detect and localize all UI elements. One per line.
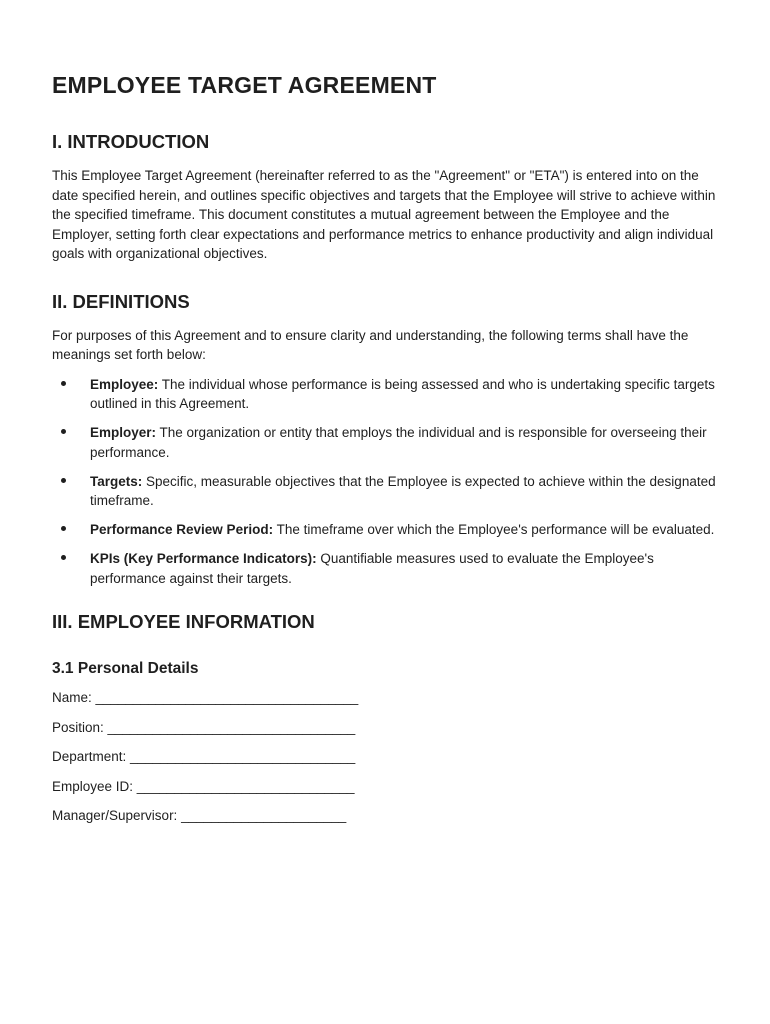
field-label: Position:	[52, 719, 108, 735]
field-blank-line[interactable]: _____________________________	[136, 778, 355, 794]
definition-term: Targets:	[90, 473, 143, 489]
personal-details-heading: 3.1 Personal Details	[52, 660, 199, 677]
definition-item-kpis	[52, 549, 720, 588]
introduction-paragraph: This Employee Target Agreement (hereinafter referred to as the "Agreement" or "ETA") is entered into on the date specified herein, and outlines specific objectives and targets that the Employee will strive to achieve within the specified timeframe. This document constitutes a mutual agreement between the Employee and the Employer, setting forth clear expectations and performance metrics to enhance productivity and align individual goals with organizational objectives.	[52, 168, 716, 261]
employee-information-heading: III. EMPLOYEE INFORMATION	[52, 611, 315, 632]
field-blank-line[interactable]: ___________________________________	[95, 690, 359, 705]
definition-item-employee	[52, 375, 720, 414]
position-field[interactable]	[52, 718, 720, 738]
bullet-icon	[61, 526, 66, 531]
employee-id-field[interactable]	[52, 777, 720, 797]
definition-term: Employee:	[90, 376, 159, 392]
introduction-heading: I. INTRODUCTION	[52, 131, 210, 152]
definition-text: The individual whose performance is being assessed and who is undertaking specific targets outlined in this Agreement.	[90, 376, 715, 411]
field-blank-line[interactable]: ______________________	[181, 808, 347, 823]
bullet-icon	[61, 555, 66, 560]
definition-text: Quantifiable measures used to evaluate the Employee's performance against their targets.	[90, 551, 654, 586]
field-label: Employee ID:	[52, 778, 137, 794]
definition-term: Performance Review Period:	[90, 522, 274, 537]
document-title: EMPLOYEE TARGET AGREEMENT	[52, 72, 437, 98]
definition-text: The timeframe over which the Employee's performance will be evaluated.	[273, 522, 715, 537]
field-blank-line[interactable]: ______________________________	[130, 749, 356, 764]
definition-item-performance-review-period	[52, 520, 720, 540]
bullet-icon	[61, 478, 66, 483]
definitions-list	[52, 375, 720, 589]
field-blank-line[interactable]: _________________________________	[107, 719, 356, 735]
definition-text: The organization or entity that employs the individual and is responsible for overseeing their performance.	[90, 425, 707, 460]
definitions-intro: For purposes of this Agreement and to ensure clarity and understanding, the following terms shall have the meanings set forth below:	[52, 327, 689, 362]
bullet-icon	[61, 381, 66, 386]
definition-term: Employer:	[90, 425, 157, 440]
field-label: Manager/Supervisor:	[52, 808, 182, 823]
definition-item-employer	[52, 423, 720, 462]
definition-text: Specific, measurable objectives that the Employee is expected to achieve within the designated timeframe.	[90, 473, 716, 508]
bullet-icon	[61, 429, 66, 434]
field-label: Department:	[52, 749, 131, 764]
definition-term: KPIs (Key Performance Indicators):	[90, 551, 317, 566]
field-label: Name:	[52, 690, 96, 705]
name-field[interactable]	[52, 688, 720, 708]
manager-supervisor-field[interactable]	[52, 806, 720, 826]
definitions-heading: II. DEFINITIONS	[52, 290, 190, 312]
definition-item-targets	[52, 472, 720, 511]
department-field[interactable]	[52, 747, 720, 767]
